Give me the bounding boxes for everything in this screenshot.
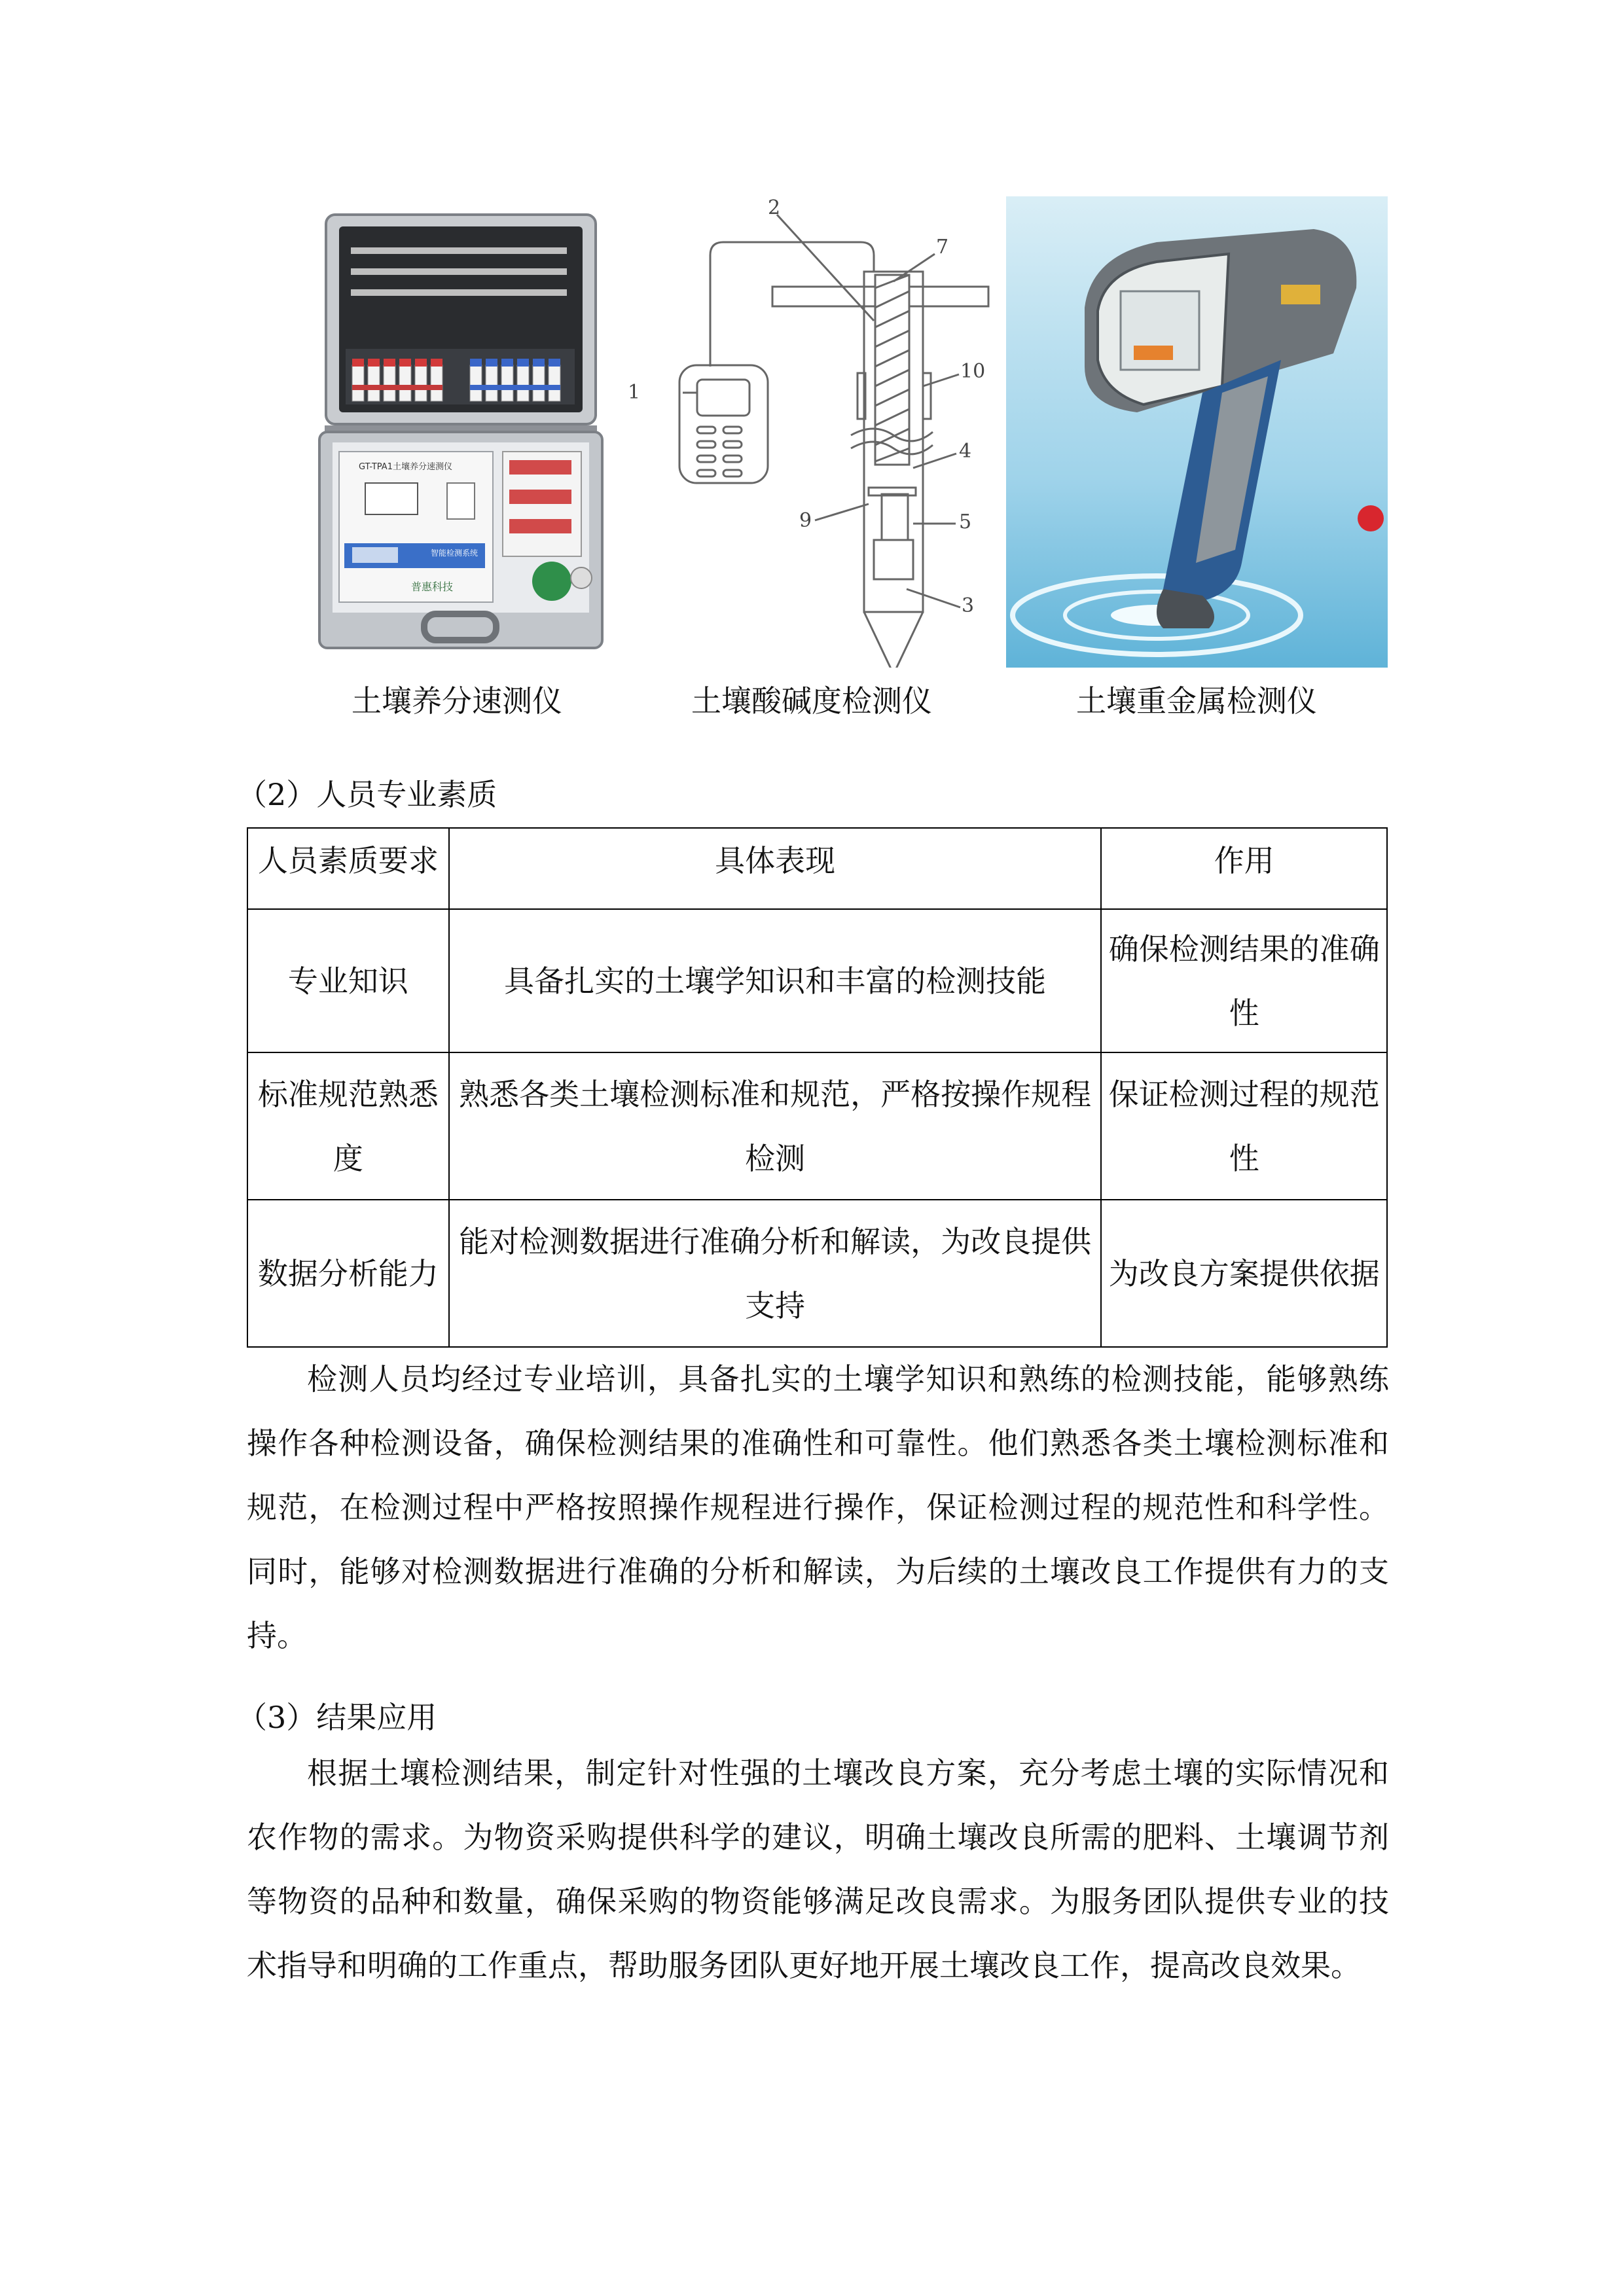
- table-row: [247, 1052, 1387, 1200]
- table-cell-detail: 熟悉各类土壤检测标准和规范，严格按操作规程检测: [449, 1052, 1102, 1200]
- section-3-heading: （3）结果应用: [237, 1700, 437, 1735]
- device-panel-label: GT-TPA1土壤养分速测仪: [359, 462, 452, 472]
- diagram-label-5: 5: [959, 511, 972, 533]
- nutrient-tester-image: [313, 208, 609, 653]
- figure-caption-heavy-metal: 土壤重金属检测仪: [1076, 683, 1317, 719]
- table-header-cell: 人员素质要求: [247, 828, 449, 909]
- table-cell-effect: 确保检测结果的准确性: [1101, 909, 1387, 1052]
- table-cell-requirement: 专业知识: [247, 909, 449, 1052]
- diagram-label-4: 4: [959, 440, 972, 463]
- diagram-label-3: 3: [962, 594, 975, 617]
- device-screen-label: 智能检测系统: [431, 548, 478, 558]
- figure-heavy-metal-analyzer: [1006, 196, 1388, 668]
- diagram-label-10: 10: [960, 360, 986, 383]
- table-cell-detail: 具备扎实的土壤学知识和丰富的检测技能: [449, 909, 1102, 1052]
- table-row: [247, 1200, 1387, 1347]
- ph-tester-diagram: [625, 196, 992, 668]
- table-cell-effect: 保证检测过程的规范性: [1101, 1052, 1387, 1200]
- table-cell-detail: 能对检测数据进行准确分析和解读，为改良提供支持: [449, 1200, 1102, 1347]
- table-header-row: [247, 828, 1387, 909]
- diagram-label-1: 1: [628, 381, 641, 404]
- figure-nutrient-tester: [313, 208, 609, 653]
- table-header-cell: 作用: [1101, 828, 1387, 909]
- heavy-metal-analyzer-image: [1006, 196, 1388, 668]
- section-2-paragraph: 检测人员均经过专业培训，具备扎实的土壤学知识和熟练的检测技能，能够熟练操作各种检测设备，确保检测结果的准确性和可靠性。他们熟悉各类土壤检测标准和规范，在检测过程中严格按照操作规程进行操作，保证检测过程的规范性和科学性。同时，能够对检测数据进行准确的分析和解读，为后续的土壤改良工作提供有力的支持。: [247, 1361, 1389, 1653]
- figure-ph-tester: [625, 196, 992, 668]
- section-3-paragraph: 根据土壤检测结果，制定针对性强的土壤改良方案，充分考虑土壤的实际情况和农作物的需求。为物资采购提供科学的建议，明确土壤改良所需的肥料、土壤调节剂等物资的品种和数量，确保采购的物资能够满足改良需求。为服务团队提供专业的技术指导和明确的工作重点，帮助服务团队更好地开展土壤改良工作，提高改良效果。: [247, 1755, 1389, 1983]
- personnel-quality-table: [247, 827, 1388, 1348]
- table-header-cell: 具体表现: [449, 828, 1102, 909]
- figure-caption-nutrient: 土壤养分速测仪: [352, 683, 562, 719]
- diagram-label-7: 7: [936, 236, 949, 259]
- table-row: [247, 909, 1387, 1052]
- diagram-label-9: 9: [799, 509, 812, 532]
- section-2-heading: （2）人员专业素质: [237, 777, 497, 812]
- figure-caption-ph: 土壤酸碱度检测仪: [691, 683, 932, 719]
- diagram-label-2: 2: [768, 196, 781, 219]
- table-cell-requirement: 标准规范熟悉度: [247, 1052, 449, 1200]
- table-cell-requirement: 数据分析能力: [247, 1200, 449, 1347]
- table-cell-effect: 为改良方案提供依据: [1101, 1200, 1387, 1347]
- device-brand-label: 普惠科技: [411, 581, 454, 593]
